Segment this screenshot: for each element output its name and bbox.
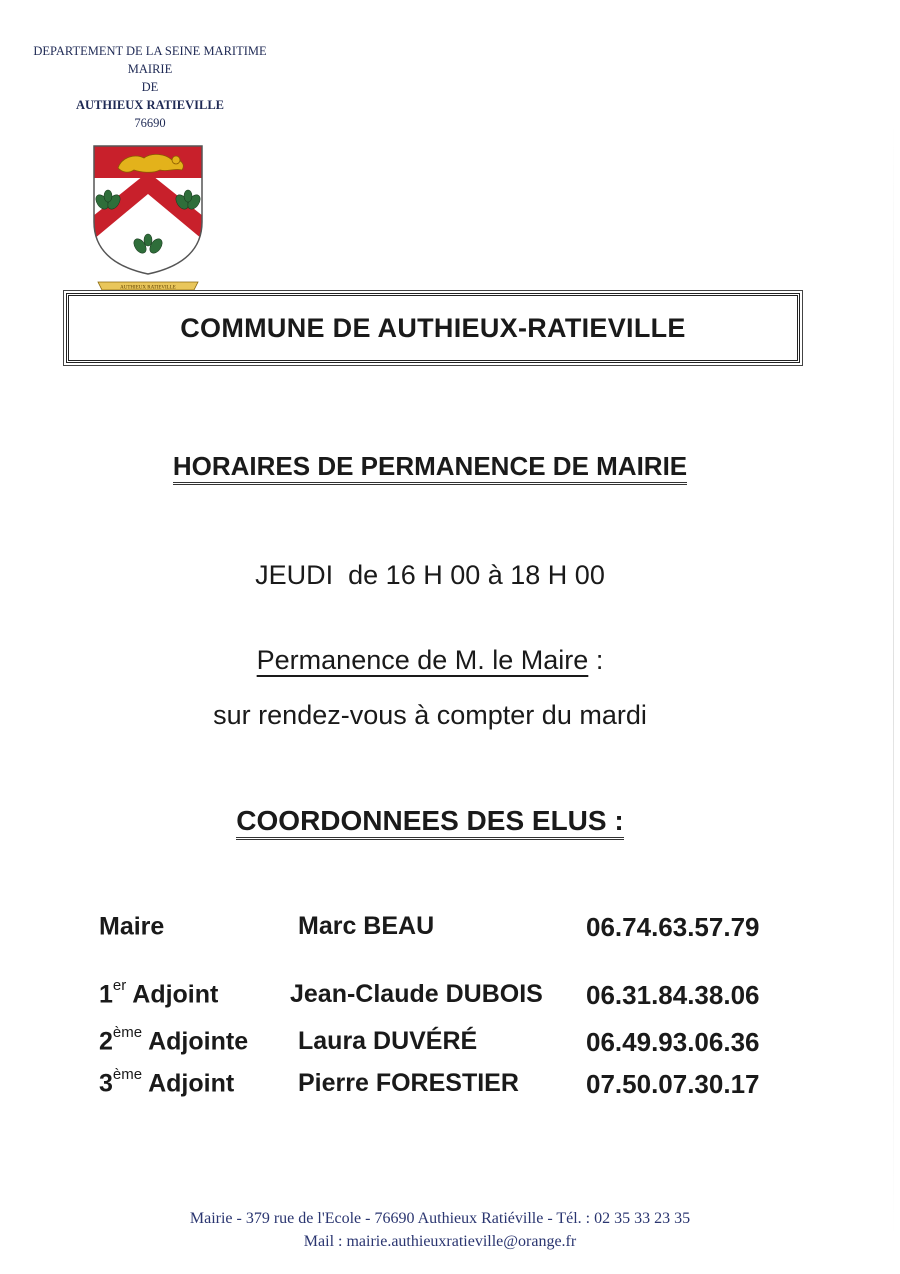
contact-role: 3ème Adjoint: [99, 1066, 235, 1098]
commune-title-box: [66, 293, 800, 363]
contact-name: Jean-Claude DUBOIS: [290, 980, 543, 1008]
contact-name: Laura DUVÉRÉ: [298, 1027, 478, 1055]
contact-name: Pierre FORESTIER: [298, 1069, 519, 1097]
letterhead-mairie: MAIRIE: [127, 62, 173, 76]
contact-row: [0, 977, 900, 1016]
contact-name: Marc BEAU: [298, 912, 435, 940]
letterhead-department: DEPARTEMENT DE LA SEINE MARITIME: [33, 44, 267, 58]
footer-mail: Mail : mairie.authieuxratieville@orange.fr: [303, 1233, 577, 1250]
crest-ribbon-text: AUTHIEUX RATIEVILLE: [120, 285, 176, 291]
mayor-appointment-line: sur rendez-vous à compter du mardi: [213, 700, 647, 730]
contacts-heading: COORDONNEES DES ELUS :: [0, 805, 860, 837]
contact-role: 2ème Adjointe: [99, 1024, 249, 1056]
letterhead: [20, 42, 280, 132]
coat-of-arms-icon: [88, 142, 208, 292]
schedule-line: JEUDI de 16 H 00 à 18 H 00: [255, 560, 605, 590]
mayor-permanence-title: [0, 645, 860, 676]
contact-role: 1er Adjoint: [99, 977, 219, 1009]
footer-address: Mairie - 379 rue de l'Ecole - 76690 Authieux Ratiéville - Tél. : 02 35 33 23 35: [189, 1210, 691, 1227]
contact-phone: 06.31.84.38.06: [586, 980, 760, 1010]
letterhead-de: DE: [141, 80, 159, 94]
contact-phone: 06.49.93.06.36: [586, 1027, 760, 1057]
mayor-permanence-label: Permanence de M. le Maire: [256, 645, 589, 675]
letterhead-postcode: 76690: [134, 116, 166, 130]
hours-heading: HORAIRES DE PERMANENCE DE MAIRIE: [0, 451, 860, 482]
contact-phone: 06.74.63.57.79: [586, 912, 760, 942]
contact-phone: 07.50.07.30.17: [586, 1069, 760, 1099]
contact-row: [0, 912, 900, 948]
contact-row: [0, 1066, 900, 1105]
contact-row: [0, 1024, 900, 1063]
letterhead-commune: AUTHIEUX RATIEVILLE: [75, 98, 225, 112]
commune-title: COMMUNE DE AUTHIEUX-RATIEVILLE: [180, 312, 686, 343]
mayor-permanence-colon: :: [588, 645, 604, 675]
contact-role: Maire: [99, 912, 165, 941]
